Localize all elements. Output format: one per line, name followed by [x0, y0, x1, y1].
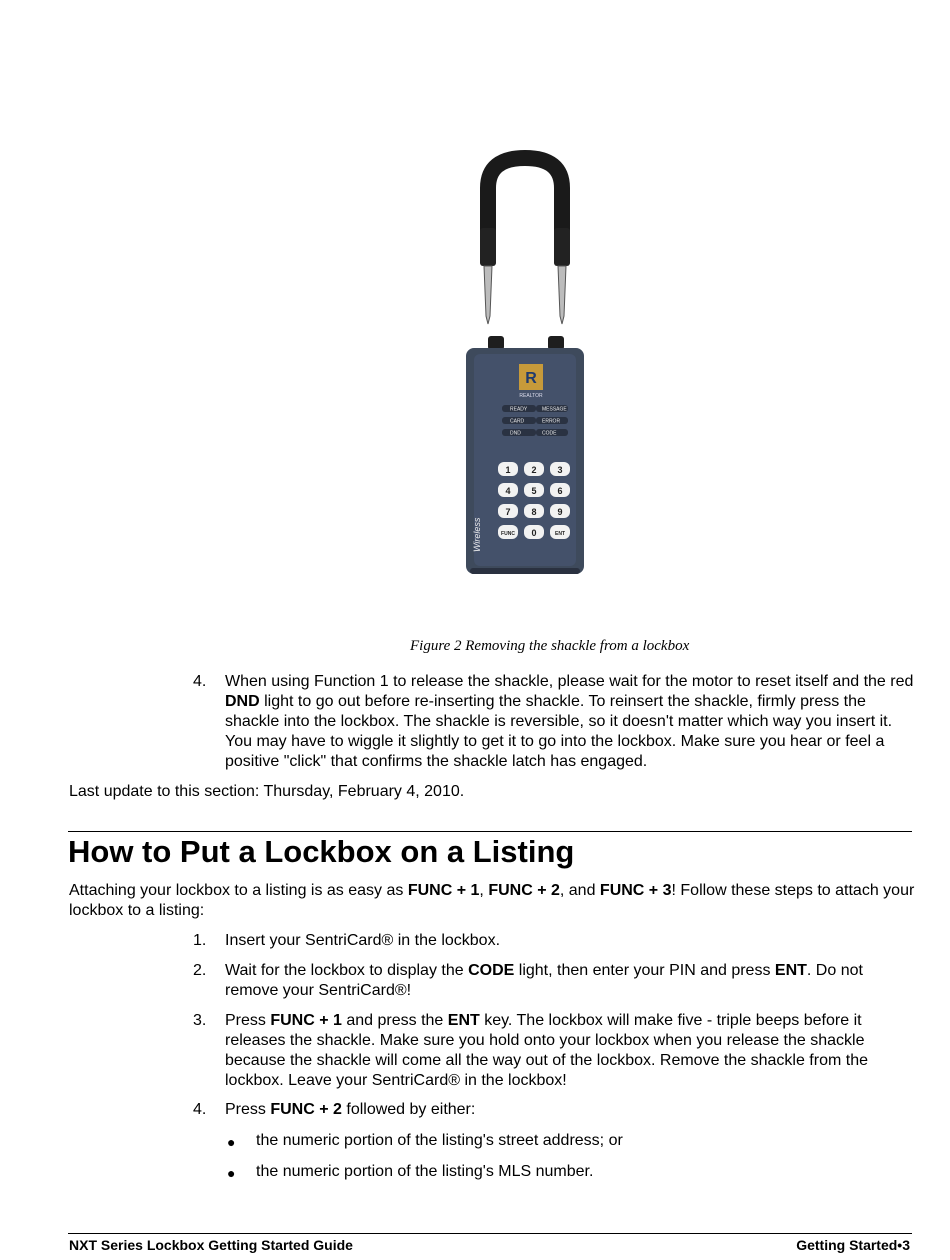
- key-3: 3: [557, 465, 563, 475]
- indicator-code: CODE: [542, 430, 557, 437]
- footer-left: NXT Series Lockbox Getting Started Guide: [69, 1237, 353, 1253]
- bullet-item: the numeric portion of the listing's street address; or: [256, 1132, 623, 1149]
- lockbox-illustration: [450, 150, 600, 580]
- list-item-text: When using Function 1 to release the shackle, please wait for the motor to reset itself and the red DND light to go out before re-inserting the shackle. To reinsert the shackle, firmly press the shackle into the lockbox. The shackle is reversible, so it doesn't matter which way you insert it. You may have to wiggle it slightly to get it to go into the lockbox. Make sure you hear or feel a positive "click" that confirms the shackle latch has engaged.: [225, 673, 914, 770]
- logo-letter: R: [525, 370, 537, 387]
- footer-rule: [68, 1233, 912, 1234]
- footer-right: Getting Started•3: [796, 1237, 910, 1253]
- bullet-icon: ●: [227, 1165, 236, 1181]
- list-number: 1.: [193, 932, 207, 949]
- key-4: 4: [505, 486, 511, 496]
- indicator-dnd: DND: [510, 430, 521, 437]
- wireless-label: Wireless: [472, 517, 482, 552]
- key-6: 6: [557, 486, 563, 496]
- key-7: 7: [505, 507, 511, 517]
- list-item-text: Insert your SentriCard® in the lockbox.: [225, 932, 501, 949]
- figure-caption: Figure 2 Removing the shackle from a lockbox: [410, 638, 690, 654]
- last-update: Last update to this section: Thursday, February 4, 2010.: [69, 783, 465, 800]
- section-intro: Attaching your lockbox to a listing is as easy as FUNC + 1, FUNC + 2, and FUNC + 3! Follow these steps to attach your lockbox to a listing:: [69, 882, 915, 919]
- list-number: 3.: [193, 1012, 207, 1029]
- key-2: 2: [531, 465, 537, 475]
- bullet-icon: ●: [227, 1134, 236, 1150]
- key-8: 8: [531, 507, 537, 517]
- key-ent: ENT: [555, 531, 565, 537]
- indicator-error: ERROR: [542, 418, 561, 425]
- key-5: 5: [531, 486, 537, 496]
- list-number: 2.: [193, 962, 207, 979]
- lockbox-figure: [450, 150, 600, 580]
- key-1: 1: [505, 465, 511, 475]
- list-item-text: Wait for the lockbox to display the CODE light, then enter your PIN and press ENT. Do not remove your SentriCard®!: [225, 962, 863, 999]
- list-number: 4.: [193, 673, 207, 690]
- key-9: 9: [557, 507, 563, 517]
- key-0: 0: [531, 528, 537, 538]
- list-number: 4.: [193, 1101, 207, 1118]
- indicator-ready: READY: [510, 406, 528, 413]
- logo-text: REALTOR: [519, 393, 543, 399]
- key-func: FUNC: [501, 531, 515, 537]
- section-heading: How to Put a Lockbox on a Listing: [68, 834, 575, 869]
- indicator-message: MESSAGE: [542, 406, 567, 413]
- list-item-text: Press FUNC + 2 followed by either:: [225, 1101, 476, 1118]
- bullet-item: the numeric portion of the listing's MLS number.: [256, 1163, 594, 1180]
- indicator-card: CARD: [510, 418, 525, 425]
- list-item-text: Press FUNC + 1 and press the ENT key. The lockbox will make five - triple beeps before it releases the shackle. Make sure you hold onto your lockbox when you release the shackle because the shackle will come all the way out of the lockbox. Remove the shackle from the lockbox. Leave your SentriCard® in the lockbox!: [225, 1012, 868, 1089]
